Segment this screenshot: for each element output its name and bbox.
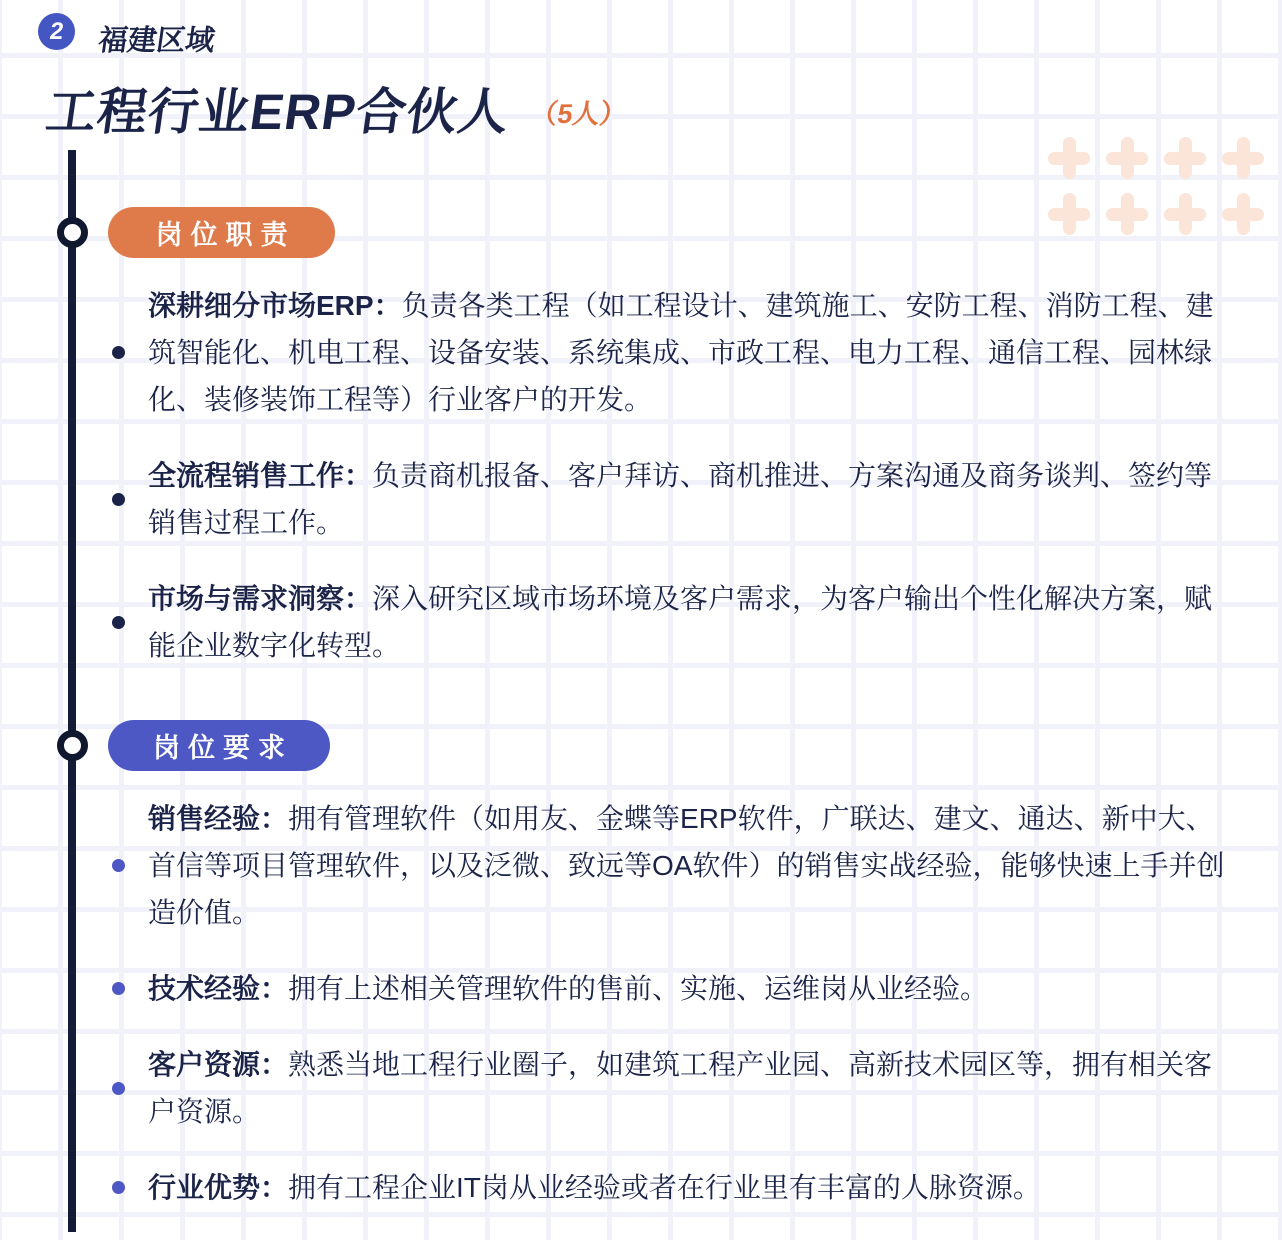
bullet-dot (112, 616, 125, 629)
list-item-text (148, 575, 1228, 669)
item-body: 负责各类工程（如工程设计、建筑施工、安防工程、消防工程、建筑智能化、机电工程、设备安装、系统集成、市政工程、电力工程、通信工程、园林绿化、装修装饰工程等）行业客户的开发。 (148, 290, 1214, 415)
bullet-dot (112, 1082, 125, 1095)
list-item (112, 965, 1228, 1012)
section-number: 2 (47, 17, 66, 45)
list-item (112, 1164, 1228, 1211)
requirements-list (112, 795, 1228, 1240)
timeline-line (68, 150, 76, 1232)
bullet-dot (112, 1181, 125, 1194)
list-item-text (148, 1041, 1228, 1135)
bullet-dot (112, 493, 125, 506)
item-lead: 技术经验： (148, 973, 289, 1004)
badge-responsibilities: 岗位职责 (108, 207, 335, 258)
item-body: 拥有工程企业IT岗从业经验或者在行业里有丰富的人脉资源。 (288, 1172, 1041, 1203)
list-item-text (148, 1164, 1041, 1211)
plus-icon (1048, 137, 1090, 179)
plus-icon (1106, 137, 1148, 179)
item-body: 深入研究区域市场环境及客户需求，为客户输出个性化解决方案，赋能企业数字化转型。 (148, 583, 1213, 661)
list-item (112, 1041, 1228, 1135)
list-item-text (148, 452, 1228, 546)
page-title: 工程行业ERP合伙人 (42, 84, 514, 140)
timeline-node-requirements (57, 730, 88, 761)
list-item (112, 452, 1228, 546)
badge-requirements: 岗位要求 (108, 720, 330, 771)
item-lead: 深耕细分市场ERP： (148, 290, 402, 321)
responsibilities-list (112, 282, 1228, 698)
list-item (112, 795, 1228, 936)
title-row (42, 72, 627, 144)
timeline-node-responsibilities (57, 217, 88, 248)
list-item (112, 575, 1228, 669)
item-lead: 行业优势： (148, 1172, 289, 1203)
bullet-dot (112, 346, 125, 359)
item-body: 拥有上述相关管理软件的售前、实施、运维岗从业经验。 (288, 973, 989, 1004)
plus-icon (1164, 193, 1206, 235)
item-lead: 客户资源： (148, 1049, 289, 1080)
item-body: 负责商机报备、客户拜访、商机推进、方案沟通及商务谈判、签约等销售过程工作。 (148, 460, 1213, 538)
item-lead: 市场与需求洞察： (148, 583, 373, 614)
list-item-text (148, 965, 988, 1012)
item-body: 拥有管理软件（如用友、金蝶等ERP软件，广联达、建文、通达、新中大、首信等项目管理软件，以及泛微、致远等OA软件）的销售实战经验，能够快速上手并创造价值。 (148, 803, 1225, 928)
list-item (112, 282, 1228, 423)
bullet-dot (112, 982, 125, 995)
list-item-text (148, 282, 1228, 423)
plus-icon (1222, 137, 1264, 179)
plus-icon (1164, 137, 1206, 179)
bullet-dot (112, 859, 125, 872)
item-lead: 全流程销售工作： (148, 460, 373, 491)
region-label: 福建区域 (96, 25, 217, 57)
plus-icon (1048, 193, 1090, 235)
plus-decoration-grid (1040, 130, 1272, 242)
list-item-text (148, 795, 1228, 936)
item-body: 熟悉当地工程行业圈子，如建筑工程产业园、高新技术园区等，拥有相关客户资源。 (148, 1049, 1213, 1127)
plus-icon (1222, 193, 1264, 235)
section-number-badge (38, 13, 75, 50)
item-lead: 销售经验： (148, 803, 289, 834)
plus-icon (1106, 193, 1148, 235)
headcount-label: （5人） (528, 98, 629, 129)
